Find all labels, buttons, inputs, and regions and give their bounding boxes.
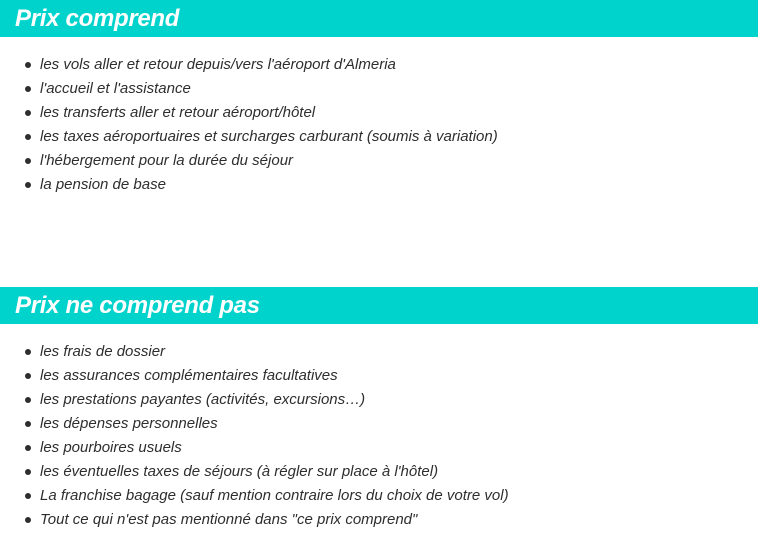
excluded-list-item	[0, 460, 509, 484]
excluded-list-item	[0, 436, 509, 460]
included-section-title: Prix comprend	[15, 4, 180, 32]
list-item-text: La franchise bagage (sauf mention contraire lors du choix de votre vol)	[40, 487, 509, 504]
bullet-icon	[25, 86, 31, 92]
excluded-list-item	[0, 484, 509, 508]
list-item-text: les frais de dossier	[40, 343, 166, 360]
list-item-text: les assurances complémentaires facultatives	[40, 367, 338, 384]
bullet-icon	[25, 349, 31, 355]
list-item-text: les pourboires usuels	[40, 439, 182, 456]
excluded-section-title: Prix ne comprend pas	[15, 291, 260, 319]
list-item-text: les dépenses personnelles	[40, 415, 218, 432]
bullet-icon	[25, 421, 31, 427]
bullet-icon	[25, 158, 31, 164]
bullet-icon	[25, 469, 31, 475]
included-items-list	[0, 53, 498, 197]
included-list-item	[0, 77, 498, 101]
bullet-icon	[25, 134, 31, 140]
list-item-text: l'accueil et l'assistance	[40, 80, 191, 97]
bullet-icon	[25, 493, 31, 499]
list-item-text: la pension de base	[40, 176, 166, 193]
included-list-item	[0, 101, 498, 125]
bullet-icon	[25, 517, 31, 523]
excluded-list-item	[0, 364, 509, 388]
included-list-item	[0, 149, 498, 173]
included-list-item	[0, 173, 498, 197]
included-section-header	[0, 0, 758, 37]
excluded-list-item	[0, 508, 509, 532]
included-list-item	[0, 53, 498, 77]
list-item-text: les éventuelles taxes de séjours (à régler sur place à l'hôtel)	[40, 463, 439, 480]
excluded-section-header	[0, 287, 758, 324]
list-item-text: les prestations payantes (activités, excursions…)	[40, 391, 366, 408]
excluded-list-item	[0, 412, 509, 436]
bullet-icon	[25, 373, 31, 379]
bullet-icon	[25, 397, 31, 403]
bullet-icon	[25, 182, 31, 188]
list-item-text: les taxes aéroportuaires et surcharges carburant (soumis à variation)	[40, 128, 498, 145]
list-item-text: Tout ce qui n'est pas mentionné dans "ce prix comprend"	[40, 511, 418, 528]
bullet-icon	[25, 110, 31, 116]
excluded-items-list	[0, 340, 509, 532]
list-item-text: les transferts aller et retour aéroport/hôtel	[40, 104, 316, 121]
excluded-list-item	[0, 388, 509, 412]
list-item-text: les vols aller et retour depuis/vers l'aéroport d'Almeria	[40, 56, 396, 73]
bullet-icon	[25, 62, 31, 68]
list-item-text: l'hébergement pour la durée du séjour	[40, 152, 294, 169]
bullet-icon	[25, 445, 31, 451]
included-list-item	[0, 125, 498, 149]
excluded-list-item	[0, 340, 509, 364]
